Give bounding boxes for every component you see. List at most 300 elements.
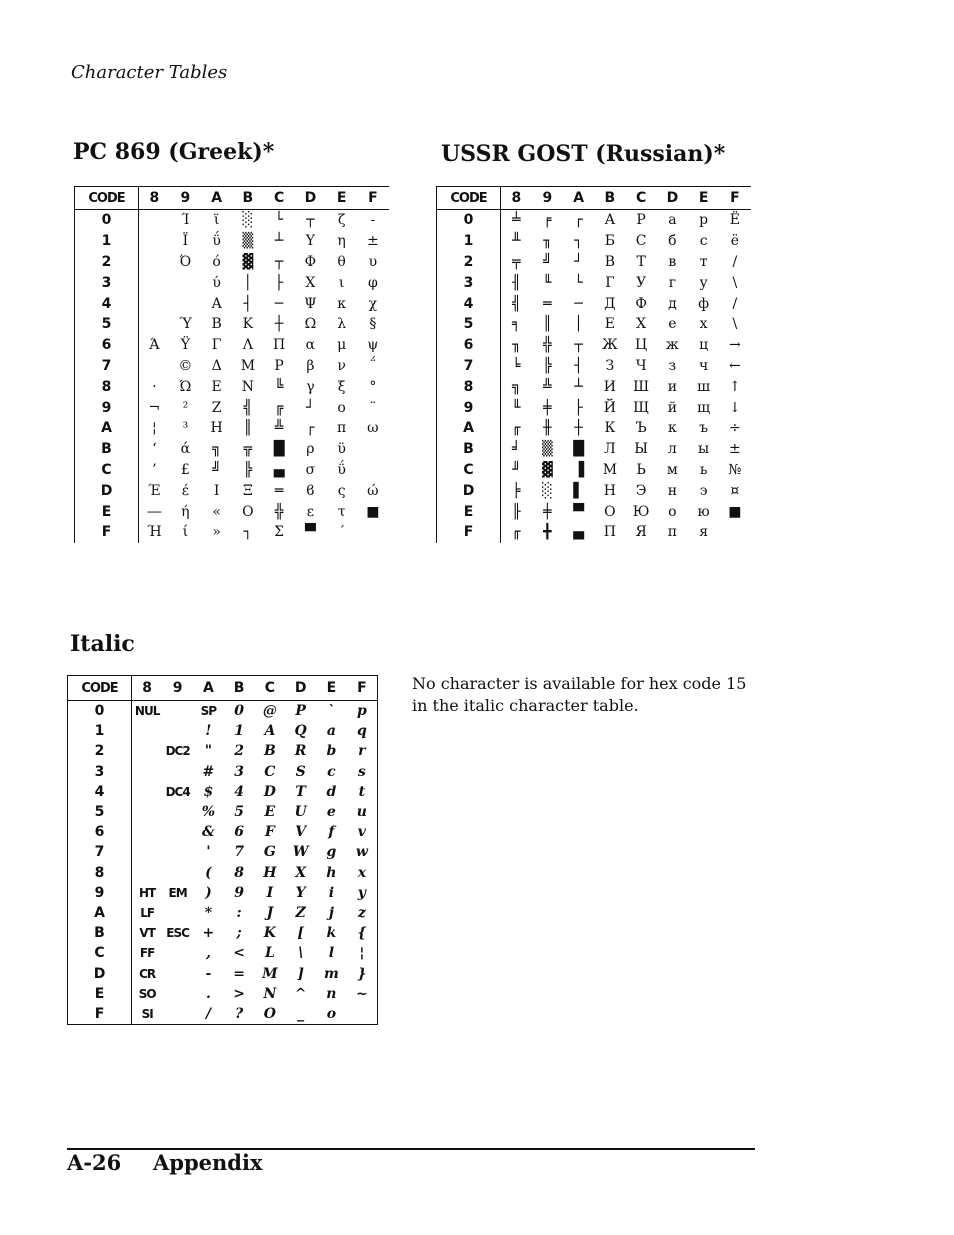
char-cell: ш [697, 378, 711, 395]
char-cell: M [262, 965, 278, 982]
row-hex-label: 2 [75, 252, 139, 273]
char-cell: ό [212, 253, 221, 270]
char-cell: ┤ [574, 357, 583, 374]
column-header: C [264, 187, 295, 210]
char-cell: + [202, 925, 215, 942]
char-cell: Σ [274, 524, 285, 541]
char-cell: С [635, 233, 647, 250]
char-cell: Ξ [242, 482, 253, 499]
char-cell: υ [368, 253, 378, 270]
char-cell: ╩ [274, 420, 284, 437]
char-cell: ξ [337, 378, 346, 395]
char-cell [162, 802, 193, 822]
char-cell: Я [635, 524, 647, 541]
char-cell: \ [732, 274, 738, 291]
char-cell: SO [138, 986, 156, 1001]
char-cell: г [668, 274, 677, 291]
char-cell: ┌ [306, 420, 315, 437]
column-header: F [357, 187, 388, 210]
char-cell: Ш [633, 378, 650, 395]
char-cell: u [356, 804, 367, 821]
char-cell: │ [243, 274, 253, 291]
char-cell: / [732, 295, 738, 312]
char-cell: у [699, 274, 708, 291]
char-cell: CR [139, 966, 156, 981]
char-cell: з [668, 357, 677, 374]
char-cell: EM [168, 885, 187, 900]
row-hex-label: 3 [68, 762, 132, 782]
char-cell: Ж [602, 337, 618, 354]
char-cell: 5 [234, 804, 244, 821]
char-cell: ╧ [512, 212, 521, 229]
char-cell: ↑ [729, 378, 741, 395]
code-column-header: CODE [437, 187, 501, 210]
char-cell [132, 741, 163, 761]
char-cell: » [212, 524, 221, 541]
char-cell: " [204, 743, 213, 760]
row-hex-label: C [437, 460, 501, 481]
char-cell: ε [306, 503, 314, 520]
char-cell: a [326, 723, 336, 740]
table-row [437, 335, 751, 356]
char-cell: ╞ [512, 482, 521, 499]
char-cell: U [294, 804, 307, 821]
char-cell [162, 762, 193, 782]
italic-note: No character is available for hex code 15 in the italic character table. [412, 674, 747, 715]
char-cell: ┼ [274, 316, 284, 333]
row-hex-label: 9 [75, 397, 139, 418]
char-cell: Н [603, 482, 616, 499]
table-row [437, 418, 751, 439]
char-cell: ι [338, 274, 345, 291]
char-cell: γ [306, 378, 315, 395]
char-cell: ╕ [512, 316, 521, 333]
row-hex-label: A [437, 418, 501, 439]
russian-character-table [436, 186, 751, 543]
char-cell: ΅ [369, 357, 377, 374]
char-cell: ж [665, 337, 679, 354]
char-cell: * [204, 904, 213, 921]
char-cell [719, 522, 750, 543]
char-cell: Ό [179, 253, 192, 270]
row-hex-label: 5 [75, 314, 139, 335]
char-cell: B [263, 743, 276, 760]
char-cell: ╟ [512, 503, 521, 520]
char-cell: ┐ [243, 524, 253, 541]
char-cell: Z [295, 904, 306, 921]
char-cell: W [292, 844, 309, 861]
char-cell: n [326, 985, 337, 1002]
char-cell: ο [337, 399, 346, 416]
char-cell: T [295, 783, 306, 800]
char-cell: ╨ [512, 233, 521, 250]
char-cell: ζ [337, 212, 346, 229]
char-cell [162, 1004, 193, 1025]
char-cell: а [668, 212, 677, 229]
char-cell: │ [574, 316, 583, 333]
char-cell: 8 [234, 864, 244, 881]
char-cell: . [205, 985, 211, 1002]
row-hex-label: 3 [437, 272, 501, 293]
table-row [68, 963, 378, 983]
char-cell: z [357, 904, 366, 921]
char-cell: ▓ [242, 253, 254, 270]
char-cell: \ [298, 945, 304, 962]
row-hex-label: F [437, 522, 501, 543]
char-cell [170, 293, 201, 314]
char-cell: ю [697, 503, 710, 520]
char-cell: ╦ [243, 441, 253, 458]
char-cell: Л [604, 441, 616, 458]
char-cell: Е [604, 316, 615, 333]
table-row [75, 335, 389, 356]
char-cell: ├ [574, 399, 583, 416]
char-cell: э [699, 482, 708, 499]
char-cell: ┴ [274, 233, 284, 250]
table-row [68, 762, 378, 782]
char-cell: ╢ [512, 274, 521, 291]
char-cell: / [732, 253, 738, 270]
table-row [437, 314, 751, 335]
table-row [75, 397, 389, 418]
char-cell: ( [205, 864, 212, 881]
char-cell: ϋ [337, 441, 346, 458]
table-row [437, 272, 751, 293]
char-cell: т [699, 253, 708, 270]
char-cell [162, 963, 193, 983]
char-cell: я [699, 524, 709, 541]
table-header-row [437, 187, 751, 210]
char-cell: x [357, 864, 367, 881]
table-row [68, 782, 378, 802]
char-cell: τ [337, 503, 346, 520]
char-cell [132, 842, 163, 862]
char-cell: ? [235, 1005, 244, 1022]
char-cell: N [263, 985, 277, 1002]
char-cell: Д [604, 295, 616, 312]
running-head: Character Tables [71, 62, 228, 83]
char-cell: } [357, 965, 367, 982]
char-cell: ф [698, 295, 710, 312]
row-hex-label: 2 [68, 741, 132, 761]
char-cell: - [370, 212, 376, 229]
table-row [75, 272, 389, 293]
char-cell: О [604, 503, 616, 520]
char-cell: Ϋ [180, 337, 190, 354]
char-cell: Π [273, 337, 286, 354]
char-cell: α [305, 337, 316, 354]
char-cell [162, 984, 193, 1004]
russian-section-title: USSR GOST (Russian)* [441, 141, 726, 167]
char-cell: Γ [211, 337, 222, 354]
char-cell: ╜ [512, 461, 521, 478]
char-cell: М [602, 461, 618, 478]
row-hex-label: 2 [437, 252, 501, 273]
char-cell [162, 842, 193, 862]
char-cell: E [264, 804, 276, 821]
char-cell: п [667, 524, 678, 541]
char-cell [139, 231, 170, 252]
char-cell: r [358, 743, 366, 760]
row-hex-label: 0 [75, 210, 139, 231]
char-cell: ─ [574, 295, 583, 312]
char-cell: b [326, 743, 337, 760]
char-cell: o [326, 1005, 337, 1022]
char-cell: ▒ [242, 233, 254, 250]
char-cell: Β [211, 316, 222, 333]
char-cell: ‘ [152, 441, 157, 458]
char-cell: Ψ [304, 295, 317, 312]
char-cell: λ [337, 316, 347, 333]
char-cell: SP [200, 704, 217, 719]
char-cell: % [201, 804, 216, 821]
table-row [68, 923, 378, 943]
char-cell: Ρ [274, 357, 284, 374]
row-hex-label: 1 [75, 231, 139, 252]
char-cell: Ά [149, 337, 160, 354]
char-cell: Ф [635, 295, 647, 312]
table-row [437, 210, 751, 231]
char-cell: ╒ [543, 212, 552, 229]
row-hex-label: 4 [68, 782, 132, 802]
row-hex-label: 5 [68, 802, 132, 822]
row-hex-label: C [68, 943, 132, 963]
row-hex-label: B [68, 923, 132, 943]
char-cell: ┬ [574, 337, 583, 354]
table-row [68, 701, 378, 722]
char-cell: █ [273, 441, 285, 458]
char-cell: Ъ [635, 420, 647, 437]
char-cell: ▄ [273, 461, 285, 478]
char-cell: Μ [240, 357, 256, 374]
char-cell: DC2 [165, 744, 190, 759]
char-cell: Q [294, 723, 307, 740]
table-row [75, 231, 389, 252]
row-hex-label: 7 [68, 842, 132, 862]
char-cell: θ [337, 253, 346, 270]
char-cell: ░ [541, 482, 553, 499]
char-cell: ─ [274, 295, 284, 312]
char-cell: e [326, 804, 336, 821]
row-hex-label: 7 [75, 356, 139, 377]
char-cell: ░ [242, 212, 254, 229]
char-cell: ┘ [306, 399, 315, 416]
char-cell: ΄ [338, 524, 346, 541]
char-cell: Г [605, 274, 615, 291]
char-cell: ъ [699, 420, 709, 437]
char-cell: ϐ [306, 482, 315, 499]
column-header: F [347, 676, 378, 701]
char-cell [357, 460, 388, 481]
row-hex-label: D [68, 963, 132, 983]
table-row [437, 356, 751, 377]
char-cell: ╪ [543, 399, 552, 416]
char-cell: Ώ [179, 378, 192, 395]
char-cell: о [668, 503, 677, 520]
char-cell: ESC [166, 926, 189, 941]
char-cell: > [233, 985, 245, 1002]
char-cell: Ε [211, 378, 222, 395]
table-row [437, 480, 751, 501]
char-cell: Λ [242, 337, 253, 354]
row-hex-label: F [68, 1004, 132, 1025]
char-cell: х [699, 316, 708, 333]
char-cell: © [178, 357, 193, 374]
char-cell: 2 [234, 743, 244, 760]
row-hex-label: 6 [68, 822, 132, 842]
char-cell: ▀ [304, 524, 316, 541]
char-cell: DC4 [165, 784, 190, 799]
char-cell [139, 252, 170, 273]
row-hex-label: D [437, 480, 501, 501]
char-cell: ║ [543, 316, 552, 333]
char-cell: ╩ [543, 378, 552, 395]
char-cell: ├ [274, 274, 284, 291]
row-hex-label: A [75, 418, 139, 439]
char-cell: NUL [134, 704, 160, 719]
row-hex-label: 8 [75, 376, 139, 397]
row-hex-label: A [68, 903, 132, 923]
char-cell: ╖ [512, 337, 521, 354]
table-row [437, 522, 751, 543]
char-cell: Ν [241, 378, 254, 395]
char-cell: ¬ [148, 399, 161, 416]
char-cell: I [266, 884, 274, 901]
char-cell: ч [698, 357, 709, 374]
row-hex-label: B [75, 439, 139, 460]
row-hex-label: 8 [68, 863, 132, 883]
char-cell: ь [699, 461, 708, 478]
char-cell: F [264, 824, 275, 841]
char-cell: χ [368, 295, 378, 312]
char-cell: ║ [243, 420, 253, 437]
char-cell: ┼ [574, 420, 583, 437]
char-cell: j [328, 904, 334, 921]
row-hex-label: C [75, 460, 139, 481]
table-header-row [75, 187, 389, 210]
char-cell: П [603, 524, 616, 541]
char-cell: ┬ [306, 212, 315, 229]
char-cell: Ю [632, 503, 650, 520]
char-cell: ■ [728, 503, 742, 520]
char-cell [132, 782, 163, 802]
char-cell: / [205, 1005, 211, 1022]
char-cell: ╋ [543, 524, 552, 541]
char-cell: ▄ [573, 524, 585, 541]
char-cell: ▌ [573, 482, 585, 499]
char-cell [132, 762, 163, 782]
column-header: A [193, 676, 224, 701]
char-cell [162, 822, 193, 842]
table-row [68, 863, 378, 883]
char-cell: ╬ [543, 337, 552, 354]
char-cell: 9 [234, 884, 244, 901]
char-cell: Ω [304, 316, 317, 333]
char-cell: м [666, 461, 678, 478]
char-cell: f [328, 824, 335, 841]
table-row [75, 314, 389, 335]
char-cell: ╗ [212, 441, 221, 458]
row-hex-label: D [75, 480, 139, 501]
char-cell: ё [730, 233, 740, 250]
row-hex-label: B [437, 439, 501, 460]
table-row [437, 293, 751, 314]
table-row [68, 721, 378, 741]
char-cell: VT [139, 926, 155, 941]
char-cell: в [668, 253, 677, 270]
char-cell: с [699, 233, 708, 250]
char-cell: 7 [234, 844, 244, 861]
char-cell: < [233, 945, 245, 962]
code-column-header: CODE [68, 676, 132, 701]
char-cell: ▓ [541, 461, 553, 478]
char-cell [162, 903, 193, 923]
char-cell: φ [367, 274, 378, 291]
char-cell: ┤ [243, 295, 253, 312]
char-cell: ┐ [574, 233, 583, 250]
char-cell: ▒ [541, 441, 553, 458]
char-cell: A [264, 723, 276, 740]
table-row [437, 231, 751, 252]
char-cell: 3 [234, 763, 244, 780]
char-cell [139, 314, 170, 335]
char-cell: m [323, 965, 339, 982]
char-cell: ά [180, 441, 191, 458]
char-cell: Χ [305, 274, 316, 291]
char-cell: ; [236, 925, 242, 942]
char-cell: И [603, 378, 616, 395]
char-cell [132, 802, 163, 822]
table-row [437, 501, 751, 522]
char-cell: ╛ [512, 441, 521, 458]
char-cell: У [636, 274, 647, 291]
char-cell: ═ [543, 295, 552, 312]
char-cell: ° [369, 378, 377, 395]
char-cell: б [668, 233, 677, 250]
row-hex-label: 1 [68, 721, 132, 741]
char-cell: Y [295, 884, 306, 901]
char-cell [132, 863, 163, 883]
char-cell: μ [337, 337, 347, 354]
char-cell: κ [337, 295, 346, 312]
char-cell: ╝ [543, 253, 552, 270]
char-cell [132, 822, 163, 842]
char-cell: Έ [148, 482, 161, 499]
column-header: E [316, 676, 347, 701]
row-hex-label: 6 [75, 335, 139, 356]
char-cell: Α [211, 295, 222, 312]
char-cell: Р [636, 212, 646, 229]
char-cell: ← [729, 357, 741, 374]
char-cell: Ё [729, 212, 740, 229]
table-row [75, 210, 389, 231]
table-row [68, 1004, 378, 1025]
char-cell: ς [337, 482, 346, 499]
char-cell: ╤ [512, 253, 521, 270]
char-cell: ╗ [512, 378, 521, 395]
char-cell: ╓ [512, 420, 521, 437]
char-cell [162, 721, 193, 741]
char-cell [162, 701, 193, 722]
char-cell: g [326, 844, 337, 861]
char-cell: = [233, 965, 245, 982]
char-cell: ■ [366, 503, 380, 520]
char-cell: Ч [635, 357, 647, 374]
char-cell: ╣ [243, 399, 253, 416]
char-cell: s [357, 763, 366, 780]
column-header: B [232, 187, 263, 210]
table-row [68, 741, 378, 761]
